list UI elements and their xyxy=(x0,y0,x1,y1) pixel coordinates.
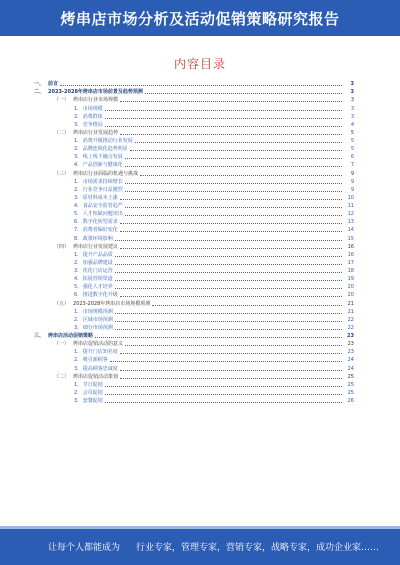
toc-entry-text: 前言 xyxy=(48,81,59,88)
toc-entry[interactable] xyxy=(34,113,354,121)
toc-entry-text: 产品创新与健康化 xyxy=(82,162,123,169)
toc-entry-text: 烤串店促销活动策划 xyxy=(73,373,119,380)
toc-entry-number: 8. xyxy=(74,235,79,242)
toc-entry-text: 套餐促销 xyxy=(82,398,103,404)
toc-entry[interactable] xyxy=(34,291,354,299)
toc-entry-number: 5. xyxy=(74,211,79,218)
toc-entry[interactable] xyxy=(34,381,354,389)
toc-entry[interactable] xyxy=(34,194,354,202)
toc-page-number: 7 xyxy=(350,162,354,169)
toc-entry-number: 2. xyxy=(74,186,79,193)
toc-page-number: 9 xyxy=(350,170,354,177)
toc-leader-dots xyxy=(125,214,342,216)
toc-entry-text: 加强品牌建设 xyxy=(82,259,113,266)
toc-entry-number: 4. xyxy=(74,162,79,169)
toc-entry-number: 7. xyxy=(74,227,79,234)
toc-page-number: 21 xyxy=(347,308,354,315)
toc-leader-dots xyxy=(125,206,342,208)
toc-page-number: 12 xyxy=(347,211,354,218)
toc-leader-dots xyxy=(120,352,342,354)
toc-entry[interactable] xyxy=(34,186,354,194)
toc-entry-number: 1. xyxy=(74,251,79,258)
toc-entry[interactable] xyxy=(34,145,354,153)
toc-entry-number: 2. xyxy=(74,389,79,396)
toc-entry[interactable] xyxy=(34,308,354,316)
toc-leader-dots xyxy=(125,182,342,184)
toc-page-number: 5 xyxy=(350,138,354,144)
toc-leader-dots xyxy=(115,320,342,322)
toc-entry-number: 二、 xyxy=(34,89,45,96)
toc-entry-number: 3. xyxy=(74,324,79,331)
toc-page-number: 3 xyxy=(350,81,354,88)
toc-page-number: 15 xyxy=(347,235,354,242)
toc-entry-text: 市场规模 xyxy=(82,105,103,112)
toc-leader-dots xyxy=(115,239,342,241)
toc-leader-dots xyxy=(140,174,342,176)
toc-entry[interactable] xyxy=(34,96,354,104)
toc-page-number: 26 xyxy=(347,398,354,404)
toc-leader-dots xyxy=(115,328,342,330)
toc-leader-dots xyxy=(125,190,342,192)
toc-page-number: 3 xyxy=(350,89,354,96)
toc-leader-dots xyxy=(115,312,342,314)
toc-entry-text: 数字化转型需求 xyxy=(82,219,118,226)
toc-leader-dots xyxy=(105,393,342,395)
toc-entry-number: 3. xyxy=(74,268,79,274)
toc-entry-number: 3. xyxy=(74,365,79,372)
toc-leader-dots xyxy=(105,401,342,403)
toc-entry-number: （二） xyxy=(54,373,70,380)
toc-entry[interactable] xyxy=(34,218,354,226)
toc-leader-dots xyxy=(120,247,342,249)
toc-entry-number: 三、 xyxy=(34,333,45,339)
toc-page-number: 3 xyxy=(350,97,354,104)
toc-page-number: 5 xyxy=(350,129,354,136)
toc-leader-dots xyxy=(125,165,342,167)
toc-entry[interactable] xyxy=(34,364,354,372)
toc-entry-text: 消费者偏好变化 xyxy=(82,227,118,234)
toc-entry-text: 市场规模预测 xyxy=(82,308,113,315)
toc-page-number: 3 xyxy=(350,113,354,120)
footer-bar xyxy=(0,529,400,565)
toc-leader-dots xyxy=(60,84,342,86)
toc-entry-text: 人才短缺问题突出 xyxy=(82,211,123,218)
toc-entry-number: 3. xyxy=(74,194,79,201)
toc-entry-number: 6. xyxy=(74,292,79,299)
toc-entry-number: 1. xyxy=(74,349,79,356)
toc-entry[interactable] xyxy=(34,373,354,381)
toc-page-number: 9 xyxy=(350,178,354,185)
toc-page-number: 11 xyxy=(347,203,354,209)
toc-entry[interactable] xyxy=(34,348,354,356)
toc-entry-text: 烤串店促销活动的意义 xyxy=(73,341,124,348)
toc-page-number: 20 xyxy=(347,284,354,291)
toc-entry-text: 消费升级推动行业发展 xyxy=(82,138,133,144)
toc-entry-text: 推进数字化升级 xyxy=(82,292,118,299)
toc-entry-text: 消费群体 xyxy=(82,113,103,120)
toc-entry[interactable] xyxy=(34,340,354,348)
toc-leader-dots xyxy=(105,385,342,387)
toc-entry[interactable] xyxy=(34,88,354,96)
toc-entry-text: 品牌连锁化趋势明显 xyxy=(82,146,128,153)
toc-leader-dots xyxy=(105,109,342,111)
toc-leader-dots xyxy=(120,230,342,232)
toc-leader-dots xyxy=(152,304,342,306)
toc-page-number: 18 xyxy=(347,268,354,274)
report-title: 烤串店市场分析及活动促销策略研究报告 xyxy=(60,10,340,28)
toc-page-number: 21 xyxy=(347,300,354,307)
toc-entry-number: （五） xyxy=(54,300,70,307)
toc-entry-text: 原材料成本上涨 xyxy=(82,194,118,201)
toc-entry-number: 1. xyxy=(74,138,79,144)
toc-entry[interactable] xyxy=(34,161,354,169)
toc-entry-number: （一） xyxy=(54,341,70,348)
toc-entry-number: 3. xyxy=(74,398,79,404)
toc-page-number: 14 xyxy=(347,227,354,234)
toc-entry-number: 5. xyxy=(74,284,79,291)
toc-entry-text: 烤串店行业发展趋势 xyxy=(73,129,119,136)
toc-entry[interactable] xyxy=(34,397,354,405)
toc-entry[interactable] xyxy=(34,316,354,324)
toc-entry[interactable] xyxy=(34,234,354,242)
toc-entry-text: 提高顾客忠诚度 xyxy=(82,365,118,372)
toc-leader-dots xyxy=(125,344,342,346)
toc-entry[interactable] xyxy=(34,121,354,129)
toc-entry-text: 提升门店知名度 xyxy=(82,349,118,356)
toc-entry[interactable] xyxy=(34,137,354,145)
toc-entry-text: 烤串店行业面临的机遇与挑战 xyxy=(73,170,139,177)
footer-tagline: 行业专家，管理专家，营销专家，战略专家，成功企业家…… xyxy=(136,543,380,553)
toc-entry-text: 强化人才培养 xyxy=(82,284,113,291)
table-of-contents xyxy=(34,80,354,405)
toc-page-number: 24 xyxy=(347,365,354,372)
toc-page-number: 24 xyxy=(347,357,354,364)
toc-leader-dots xyxy=(115,271,342,273)
toc-entry[interactable] xyxy=(34,324,354,332)
toc-entry-number: 1. xyxy=(74,178,79,185)
toc-entry[interactable] xyxy=(34,389,354,397)
toc-page-number: 17 xyxy=(347,259,354,266)
toc-entry[interactable] xyxy=(34,80,354,88)
toc-entry[interactable] xyxy=(34,259,354,267)
toc-entry-text: 市场需求持续增长 xyxy=(82,178,123,185)
toc-page-number: 23 xyxy=(347,341,354,348)
toc-page-number: 22 xyxy=(347,324,354,331)
toc-entry[interactable] xyxy=(34,275,354,283)
toc-heading: 内容目录 xyxy=(173,57,226,71)
toc-entry-text: 烤串店行业发展建议 xyxy=(73,243,119,250)
toc-entry[interactable] xyxy=(34,356,354,364)
toc-leader-dots xyxy=(105,125,342,127)
toc-leader-dots xyxy=(120,377,342,379)
toc-page-number: 23 xyxy=(347,333,354,339)
toc-entry-number: 4. xyxy=(74,276,79,283)
toc-entry[interactable] xyxy=(34,267,354,275)
toc-entry[interactable] xyxy=(34,226,354,234)
toc-page-number: 22 xyxy=(347,316,354,323)
toc-leader-dots xyxy=(120,369,342,371)
toc-leader-dots xyxy=(115,279,342,281)
toc-entry[interactable] xyxy=(34,202,354,210)
toc-leader-dots xyxy=(120,100,342,102)
toc-entry-number: 3. xyxy=(74,154,79,161)
toc-page-number: 25 xyxy=(347,389,354,396)
toc-entry-text: 拓展营销渠道 xyxy=(82,276,113,283)
toc-entry-text: 2023-2028年烤串店市场前景及趋势预测 xyxy=(48,89,143,96)
toc-page-number: 3 xyxy=(350,105,354,112)
toc-entry-number: 2. xyxy=(74,357,79,364)
toc-entry-text: 竞争格局 xyxy=(82,121,103,128)
toc-leader-dots xyxy=(135,141,342,143)
toc-entry-text: 线上线下融合发展 xyxy=(82,154,123,161)
toc-page-number: 19 xyxy=(347,276,354,283)
toc-page-number: 20 xyxy=(347,292,354,299)
toc-entry-text: 区域市场预测 xyxy=(82,316,113,323)
toc-page-number: 9 xyxy=(350,186,354,193)
toc-entry[interactable] xyxy=(34,332,354,340)
toc-page-number: 6 xyxy=(350,154,354,161)
footer-slogan: 让每个人都能成为 xyxy=(48,543,121,553)
toc-entry-text: 吸引新顾客 xyxy=(82,357,108,364)
toc-entry[interactable] xyxy=(34,283,354,291)
header-bar xyxy=(0,0,400,36)
toc-page-number: 23 xyxy=(347,349,354,356)
toc-entry-number: 1. xyxy=(74,308,79,315)
toc-page-number: 16 xyxy=(347,251,354,258)
toc-leader-dots xyxy=(115,287,342,289)
toc-entry[interactable] xyxy=(34,153,354,161)
toc-entry[interactable] xyxy=(34,129,354,137)
toc-entry-number: （一） xyxy=(54,97,70,104)
toc-page-number: 13 xyxy=(347,219,354,226)
toc-entry-number: （三） xyxy=(54,170,70,177)
toc-entry-text: 食品安全监管趋严 xyxy=(82,203,123,209)
toc-entry-text: 烤串店行业市场规模 xyxy=(73,97,119,104)
toc-entry-text: 烤串店活动促销策略 xyxy=(48,333,94,339)
toc-leader-dots xyxy=(130,149,342,151)
toc-page-number: 5 xyxy=(350,146,354,153)
toc-entry-text: 细分市场预测 xyxy=(82,324,113,331)
toc-entry-number: 1. xyxy=(74,105,79,112)
toc-leader-dots xyxy=(120,295,342,297)
toc-entry-text: 优化门店运营 xyxy=(82,268,113,274)
toc-leader-dots xyxy=(120,198,342,200)
toc-page-number: 10 xyxy=(347,194,354,201)
toc-entry-text: 政策环境影响 xyxy=(82,235,113,242)
toc-entry-number: 6. xyxy=(74,219,79,226)
toc-entry-text: 节日促销 xyxy=(82,381,103,388)
toc-leader-dots xyxy=(145,92,342,94)
toc-leader-dots xyxy=(115,263,342,265)
toc-leader-dots xyxy=(120,133,342,135)
toc-leader-dots xyxy=(110,360,342,362)
toc-entry[interactable] xyxy=(34,178,354,186)
toc-entry-number: （二） xyxy=(54,129,70,136)
toc-entry[interactable] xyxy=(34,251,354,259)
toc-entry-number: （四） xyxy=(54,243,70,250)
toc-page-number: 25 xyxy=(347,373,354,380)
toc-page-number: 16 xyxy=(347,243,354,250)
toc-entry-number: 一、 xyxy=(34,81,45,88)
toc-leader-dots xyxy=(120,222,342,224)
toc-leader-dots xyxy=(115,255,342,257)
toc-entry-number: 2. xyxy=(74,113,79,120)
toc-entry-number: 4. xyxy=(74,203,79,209)
toc-entry[interactable] xyxy=(34,104,354,112)
toc-entry-text: 行业竞争日益激烈 xyxy=(82,186,123,193)
toc-leader-dots xyxy=(95,336,342,338)
toc-entry-text: 提升产品品质 xyxy=(82,251,113,258)
toc-entry[interactable] xyxy=(34,169,354,177)
toc-entry[interactable] xyxy=(34,299,354,307)
toc-entry-number: 2. xyxy=(74,146,79,153)
toc-leader-dots xyxy=(105,117,342,119)
toc-leader-dots xyxy=(125,157,342,159)
toc-entry-number: 3. xyxy=(74,121,79,128)
toc-entry-text: 2023-2028年烤串店市场规模预测 xyxy=(73,300,151,307)
toc-page-number: 25 xyxy=(347,381,354,388)
toc-entry-number: 1. xyxy=(74,381,79,388)
toc-entry-text: 会员促销 xyxy=(82,389,103,396)
toc-entry[interactable] xyxy=(34,243,354,251)
toc-entry-number: 2. xyxy=(74,259,79,266)
toc-page-number: 4 xyxy=(350,121,354,128)
toc-entry-number: 2. xyxy=(74,316,79,323)
toc-entry[interactable] xyxy=(34,210,354,218)
